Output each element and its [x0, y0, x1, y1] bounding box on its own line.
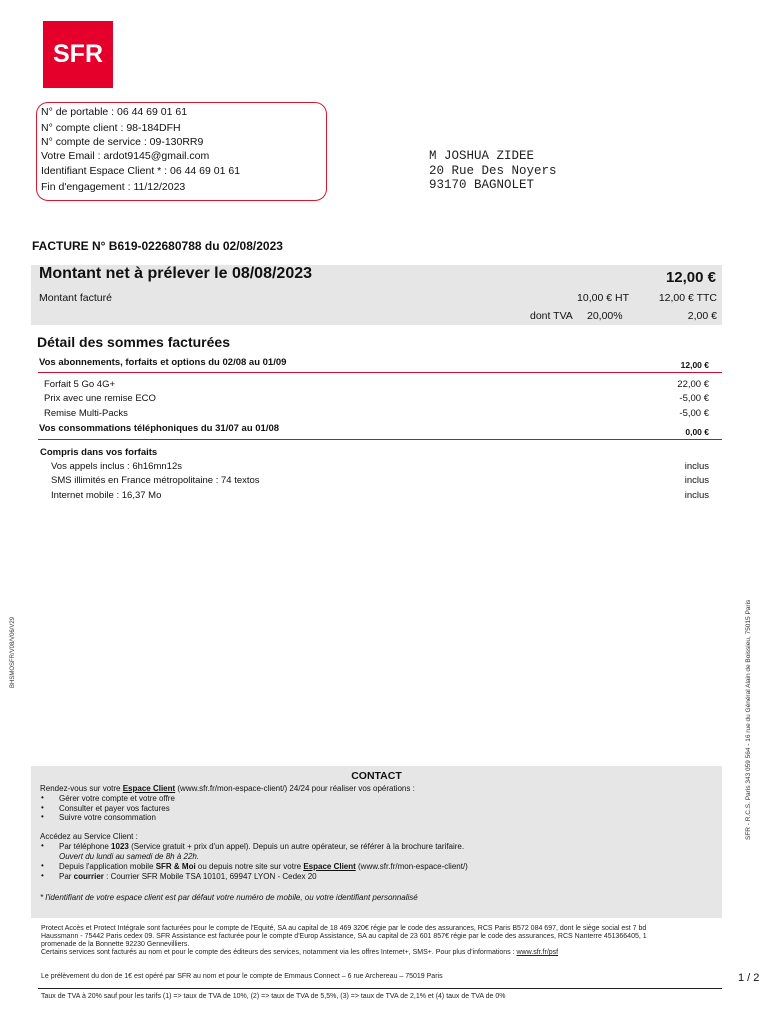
subscriptions-label: Vos abonnements, forfaits et options du 02/08 au 01/09 — [39, 357, 287, 368]
intro-text: (www.sfr.fr/mon-espace-client/) 24/24 pour réaliser vos opérations : — [175, 784, 415, 793]
included-item: Vos appels inclus : 6h16mn12s — [51, 461, 182, 472]
phone-number: 1023 — [111, 842, 129, 851]
app-name: SFR & Moi — [155, 862, 196, 871]
amount-ttc: 12,00 € TTC — [658, 292, 717, 304]
contact-intro — [40, 784, 415, 793]
bullet: • — [41, 841, 44, 850]
amount-total: 12,00 € — [665, 269, 716, 286]
included-item-value: inclus — [684, 461, 709, 472]
sfr-logo — [43, 21, 113, 88]
mail-line — [59, 872, 317, 881]
app-text: (www.sfr.fr/mon-espace-client/) — [355, 862, 468, 871]
app-text: Depuis l'application mobile — [59, 862, 156, 871]
subscription-item-value: -5,00 € — [679, 393, 709, 404]
tva-note: Taux de TVA à 20% sauf pour les tarifs (1) => taux de TVA de 10%, (2) => taux de TVA de 5,5%, (3) => taux de TVA de 2,1% et (4) taux de TVA de 0% — [41, 993, 506, 1000]
phone-text: Par téléphone — [59, 842, 112, 851]
bullet: • — [41, 861, 44, 870]
legal-line — [41, 949, 558, 956]
operation-item: Suivre votre consommation — [59, 813, 156, 822]
address-name: M JOSHUA ZIDEE — [429, 149, 535, 163]
mail-text: Par — [59, 872, 74, 881]
billed-label: Montant facturé — [39, 292, 112, 304]
legal-line: Haussmann - 75442 Paris cedex 09. SFR Assistance est facturée pour le compte d'Europ Assistance, SA au capital de 23 601 857€ régie par le code des assurances, RCS Nanterre 451366405, 1 — [41, 933, 647, 940]
bullet: • — [41, 793, 44, 802]
subscription-item: Remise Multi-Packs — [44, 408, 128, 419]
contact-title: CONTACT — [351, 770, 402, 782]
subscription-item: Forfait 5 Go 4G+ — [44, 379, 116, 390]
commitment-end: Fin d'engagement : 11/12/2023 — [41, 181, 186, 193]
bullet: • — [41, 812, 44, 821]
opening-hours: Ouvert du lundi au samedi de 8h à 22h. — [59, 852, 200, 861]
service-account-number: N° compte de service : 09-130RR9 — [41, 136, 204, 148]
identifier-note: * l'identifiant de votre espace client est par défaut votre numéro de mobile, ou votre identifiant personnalisé — [40, 893, 418, 902]
service-heading: Accédez au Service Client : — [40, 832, 138, 841]
phone-line — [59, 842, 464, 851]
included-item-value: inclus — [684, 475, 709, 486]
email: Votre Email : ardot9145@gmail.com — [41, 150, 210, 162]
donation-note: Le prélèvement du don de 1€ est opéré par SFR au nom et pour le compte de Emmaus Connect – 6 rue Archereau – 75019 Paris — [41, 973, 443, 980]
tva-rate: 20,00% — [587, 310, 623, 322]
account-info-box — [36, 102, 327, 201]
consumption-total: 0,00 € — [685, 427, 709, 437]
legal-text: Certains services sont facturés au nom et pour le compte des éditeurs des services, notamment via les offres Internet+, SMS+. Pour plus d'informations : — [41, 949, 517, 956]
divider — [38, 372, 722, 373]
espace-client-link[interactable]: Espace Client — [122, 784, 176, 793]
divider — [38, 439, 722, 440]
included-item: SMS illimités en France métropolitaine : 74 textos — [51, 475, 260, 486]
operation-item: Gérer votre compte et votre offre — [59, 794, 175, 803]
included-label: Compris dans vos forfaits — [40, 447, 158, 458]
footer-divider — [38, 988, 722, 989]
company-registration: SFR - R.C.S. Paris 343 059 564 - 16 rue du Général Alain de Boissieu, 75015 Paris — [745, 599, 752, 840]
invoice-title: FACTURE N° B619-022680788 du 02/08/2023 — [32, 239, 283, 253]
subscriptions-total: 12,00 € — [680, 360, 709, 370]
tva-amount: 2,00 € — [687, 310, 717, 322]
espace-client-link[interactable]: Espace Client — [303, 862, 356, 871]
logo-text: SFR — [53, 40, 103, 68]
phone-text: (Service gratuit + prix d'un appel). Depuis un autre opérateur, se référer à la brochure tarifaire. — [128, 842, 465, 851]
subscription-item: Prix avec une remise ECO — [44, 393, 156, 404]
detail-heading: Détail des sommes facturées — [37, 334, 230, 350]
app-text: ou depuis notre site sur votre — [195, 862, 304, 871]
legal-line: promenade de la Bonnette 92230 Gennevilliers. — [41, 941, 190, 948]
document-code: BHSMOSFR/V08/V06/V29 — [10, 616, 16, 688]
bullet: • — [41, 871, 44, 880]
included-item: Internet mobile : 16,37 Mo — [51, 490, 162, 501]
mail-bold: courrier — [73, 872, 104, 881]
bullet: • — [41, 803, 44, 812]
address-street: 20 Rue Des Noyers — [429, 164, 557, 178]
amount-heading: Montant net à prélever le 08/08/2023 — [39, 265, 313, 282]
intro-text: Rendez-vous sur votre — [40, 784, 123, 793]
legal-line: Protect Accès et Protect Intégrale sont facturées pour le compte de l'Equité, SA au capital de 18 469 320€ régie par le code des assurances, RCS Paris B572 084 697, dont le siège social est 7 bd — [41, 925, 647, 932]
contact-panel — [31, 766, 722, 918]
operation-item: Consulter et payer vos factures — [59, 804, 170, 813]
psf-link[interactable]: www.sfr.fr/psf — [516, 949, 559, 956]
client-account-number: N° compte client : 98-184DFH — [41, 122, 181, 134]
included-item-value: inclus — [684, 490, 709, 501]
tva-label: dont TVA — [530, 310, 573, 322]
subscription-item-value: -5,00 € — [679, 408, 709, 419]
amount-ht: 10,00 € HT — [577, 292, 629, 304]
mail-text: : Courrier SFR Mobile TSA 10101, 69947 LYON - Cedex 20 — [103, 872, 317, 881]
address-city: 93170 BAGNOLET — [429, 178, 535, 192]
app-line — [59, 862, 468, 871]
client-space-id: Identifiant Espace Client * : 06 44 69 01 61 — [41, 165, 241, 177]
consumption-label: Vos consommations téléphoniques du 31/07 au 01/08 — [39, 423, 280, 434]
mobile-number: N° de portable : 06 44 69 01 61 — [41, 106, 188, 118]
subscription-item-value: 22,00 € — [677, 379, 709, 390]
page-number: 1 / 2 — [738, 972, 760, 984]
